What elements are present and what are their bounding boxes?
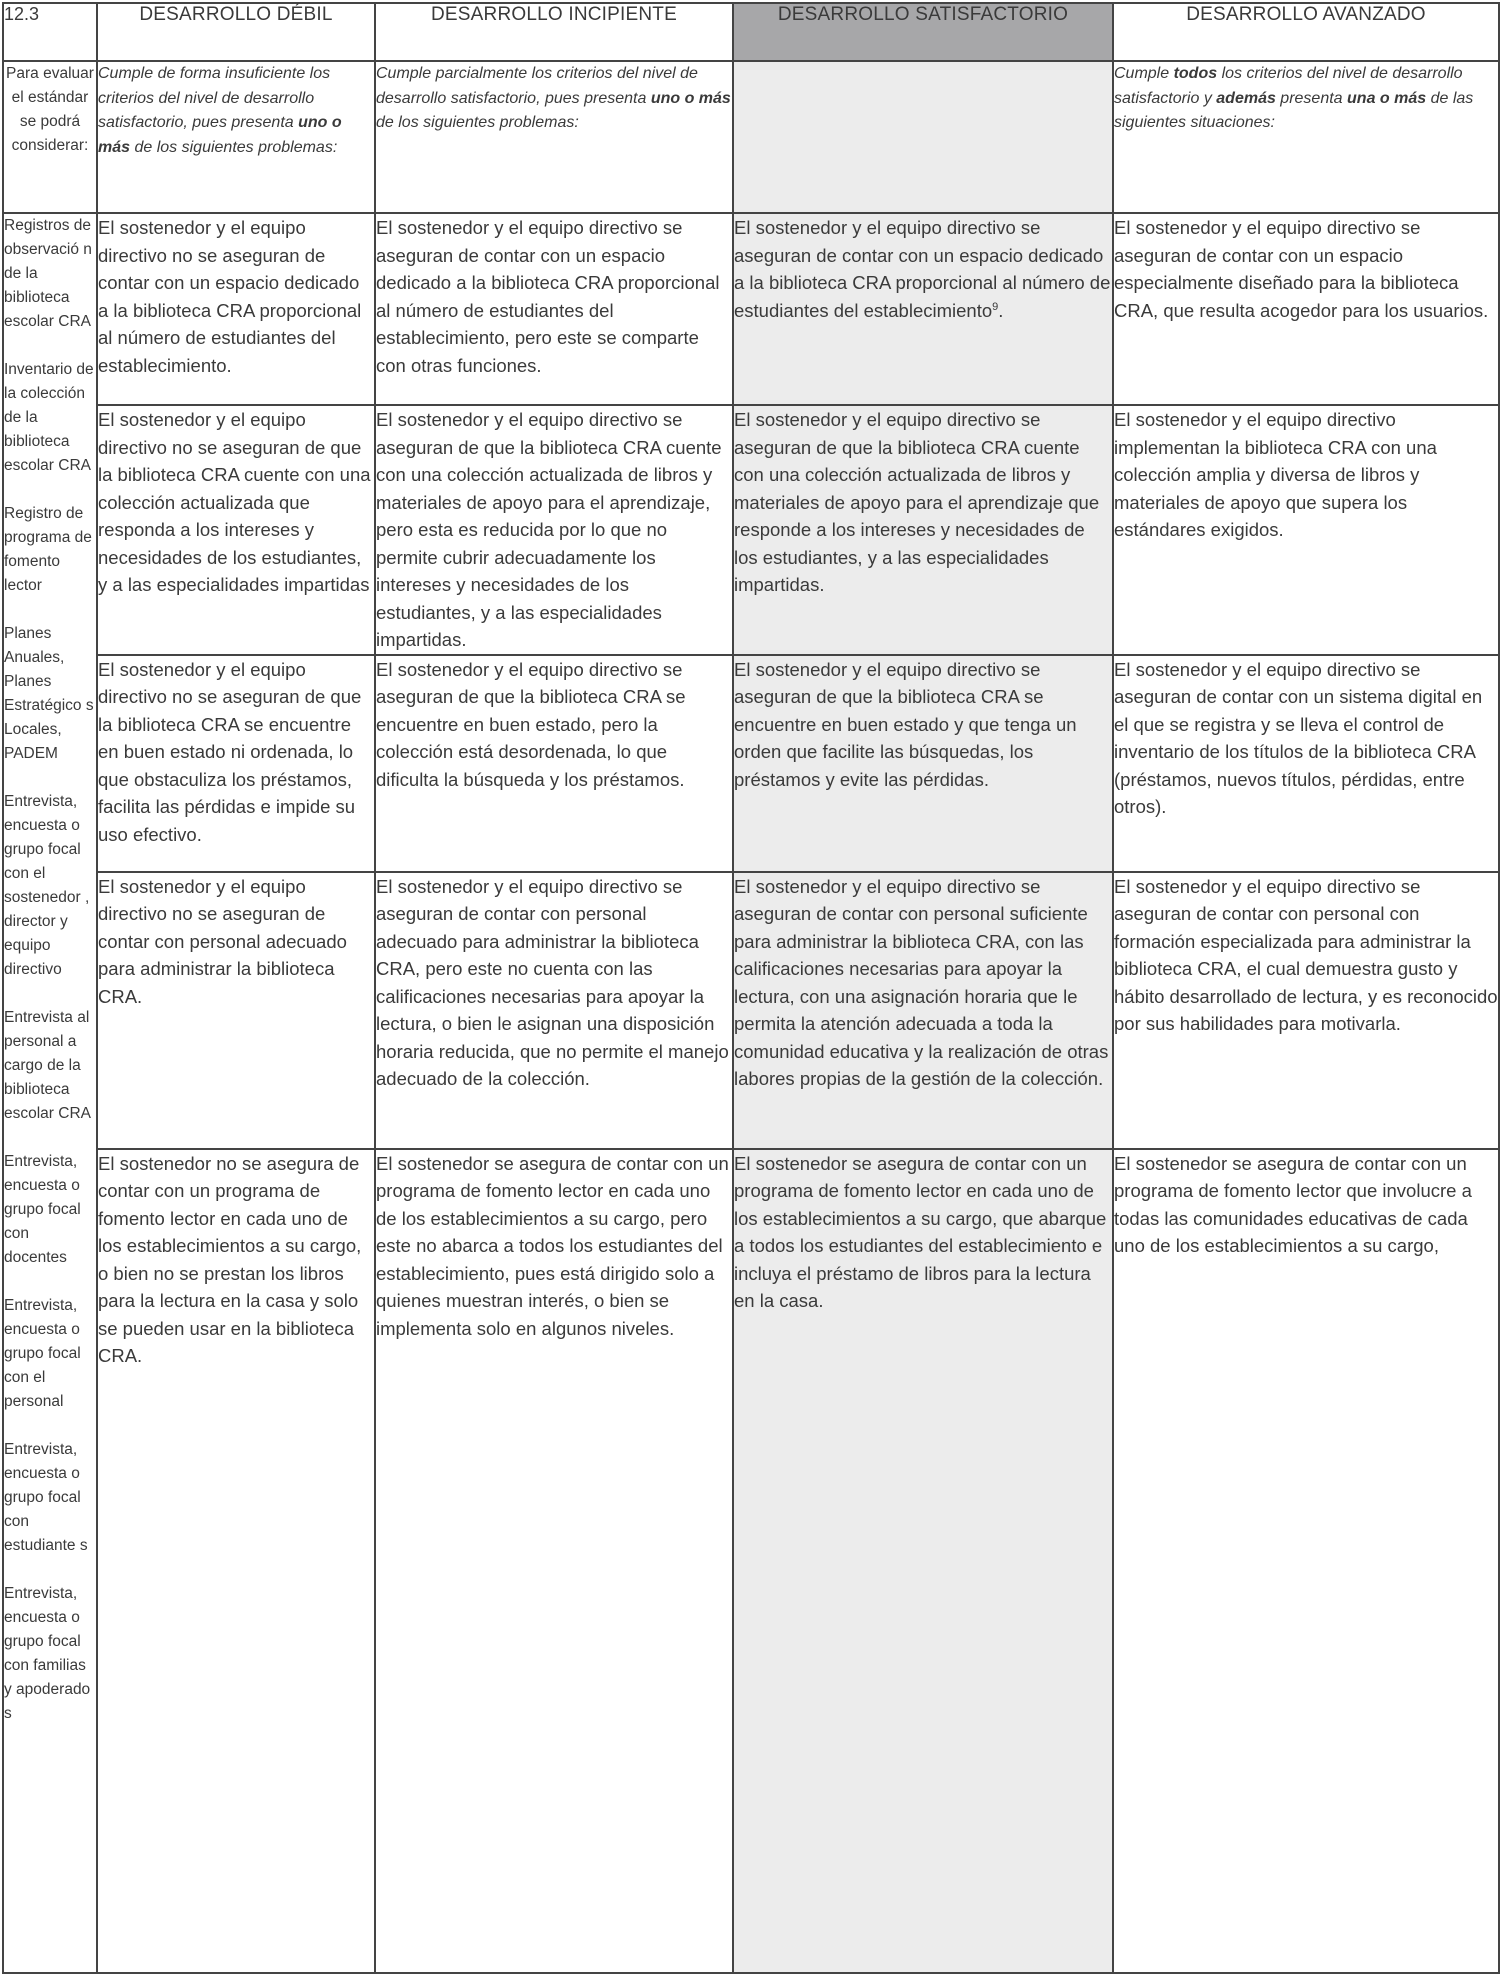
evidence-source: Registros de observació n de la biblioteca escolar CRA (4, 217, 92, 330)
evidence-source: Entrevista, encuesta o grupo focal con familias y apoderado s (4, 1585, 91, 1722)
evidence-source: Planes Anuales, Planes Estratégico s Locales, PADEM (4, 625, 94, 762)
cell-satisfactorio: El sostenedor y el equipo directivo se aseguran de contar con personal suficiente para administrar la biblioteca CRA, con las calificaciones necesarias para apoyar la lectura, con una asignación horaria que le permita la atención adecuada a toda la comunidad educativa y la realización de otras labores propias de la gestión de la colección. (733, 872, 1113, 1149)
evidence-source: Entrevista al personal a cargo de la biblioteca escolar CRA (4, 1009, 91, 1122)
cell-incipiente: El sostenedor y el equipo directivo se aseguran de contar con personal adecuado para administrar la biblioteca CRA, pero este no cuenta con las calificaciones necesarias para apoyar la lectura, o bien le asignan una disposición horaria reducida, que no permite el manejo adecuado de la colección. (375, 872, 733, 1149)
description-row (3, 61, 1499, 213)
cell-incipiente: El sostenedor y el equipo directivo se aseguran de contar con un espacio dedicado a la biblioteca CRA proporcional al número de estudiantes del establecimiento, pero este se comparte con otras funciones. (375, 213, 733, 405)
description-debil: Cumple de forma insuficiente los criterios del nivel de desarrollo satisfactorio, pues presenta uno o más de los siguientes problemas: (97, 61, 375, 213)
cell-satisfactorio: El sostenedor y el equipo directivo se aseguran de que la biblioteca CRA cuente con una colección actualizada de libros y materiales de apoyo para el aprendizaje que responde a los intereses y necesidades de los estudiantes, y a las especialidades impartidas. (733, 405, 1113, 655)
level-header-incipiente: DESARROLLO INCIPIENTE (375, 3, 733, 61)
evidence-source: Inventario de la colección de la biblioteca escolar CRA (4, 361, 94, 474)
cell-satisfactorio: El sostenedor se asegura de contar con un programa de fomento lector en cada uno de los establecimientos a su cargo, que abarque a todos los estudiantes del establecimiento e incluya el préstamo de libros para la lectura en la casa. (733, 1149, 1113, 1974)
level-header-avanzado: DESARROLLO AVANZADO (1113, 3, 1499, 61)
cell-debil: El sostenedor no se asegura de contar con un programa de fomento lector en cada uno de los establecimientos a su cargo, o bien no se prestan los libros para la lectura en la casa y solo se pueden usar en la biblioteca CRA. (97, 1149, 375, 1974)
cell-satisfactorio: El sostenedor y el equipo directivo se aseguran de contar con un espacio dedicado a la biblioteca CRA proporcional al número de estudiantes del establecimiento$^9$. (733, 213, 1113, 405)
cell-incipiente: El sostenedor y el equipo directivo se aseguran de que la biblioteca CRA cuente con una colección actualizada de libros y materiales de apoyo para el aprendizaje, pero esta es reducida por lo que no permite cubrir adecuadamente los intereses y necesidades de los estudiantes, y a las especialidades impartidas. (375, 405, 733, 655)
evidence-source: Entrevista, encuesta o grupo focal con el sostenedor , director y equipo directivo (4, 793, 90, 978)
evidence-source: Entrevista, encuesta o grupo focal con docentes (4, 1153, 81, 1266)
cell-avanzado: El sostenedor y el equipo directivo se aseguran de contar con un espacio especialmente diseñado para la biblioteca CRA, que resulta acogedor para los usuarios. (1113, 213, 1499, 405)
description-avanzado: Cumple todos los criterios del nivel de desarrollo satisfactorio y además presenta una o más de las siguientes situaciones: (1113, 61, 1499, 213)
evidence-source: Registro de programa de fomento lector (4, 505, 92, 594)
cell-incipiente: El sostenedor se asegura de contar con un programa de fomento lector en cada uno de los establecimientos a su cargo, pero este no abarca a todos los estudiantes del establecimiento, pues está dirigido solo a quienes muestran interés, o bien se implementa solo en algunos niveles. (375, 1149, 733, 1974)
cell-satisfactorio: El sostenedor y el equipo directivo se aseguran de que la biblioteca CRA se encuentre en buen estado y que tenga un orden que facilite las búsquedas, los préstamos y evite las pérdidas. (733, 655, 1113, 872)
header-row (3, 3, 1499, 61)
cell-debil: El sostenedor y el equipo directivo no se aseguran de contar con un espacio dedicado a la biblioteca CRA proporcional al número de estudiantes del establecimiento. (97, 213, 375, 405)
table-row (3, 872, 1499, 1149)
cell-avanzado: El sostenedor y el equipo directivo se aseguran de contar con personal con formación especializada para administrar la biblioteca CRA, el cual demuestra gusto y hábito desarrollado de lectura, y es reconocido por sus habilidades para motivarla. (1113, 872, 1499, 1149)
evaluation-prompt: Para evaluar el estándar se podrá considerar: (3, 61, 97, 213)
cell-avanzado: El sostenedor y el equipo directivo implementan la biblioteca CRA con una colección amplia y diversa de libros y materiales de apoyo que supera los estándares exigidos. (1113, 405, 1499, 655)
cell-debil: El sostenedor y el equipo directivo no se aseguran de que la biblioteca CRA cuente con una colección actualizada que responda a los intereses y necesidades de los estudiantes, y a las especialidades impartidas (97, 405, 375, 655)
rubric-table (2, 2, 1500, 1974)
table-row (3, 655, 1499, 872)
cell-avanzado: El sostenedor y el equipo directivo se aseguran de contar con un sistema digital en el que se registra y se lleva el control de inventario de los títulos de la biblioteca CRA (préstamos, nuevos títulos, pérdidas, entre otros). (1113, 655, 1499, 872)
evidence-sources (3, 213, 97, 1973)
level-header-debil: DESARROLLO DÉBIL (97, 3, 375, 61)
cell-incipiente: El sostenedor y el equipo directivo se aseguran de que la biblioteca CRA se encuentre en buen estado, pero la colección está desordenada, lo que dificulta la búsqueda y los préstamos. (375, 655, 733, 872)
table-row (3, 213, 1499, 405)
level-header-satisfactorio: DESARROLLO SATISFACTORIO (733, 3, 1113, 61)
evidence-source: Entrevista, encuesta o grupo focal con estudiante s (4, 1441, 88, 1554)
cell-debil: El sostenedor y el equipo directivo no se aseguran de contar con personal adecuado para administrar la biblioteca CRA. (97, 872, 375, 1149)
table-row (3, 1149, 1499, 1974)
cell-avanzado: El sostenedor se asegura de contar con un programa de fomento lector que involucre a todas las comunidades educativas de cada uno de los establecimientos a su cargo, (1113, 1149, 1499, 1974)
standard-code: 12.3 (3, 3, 97, 61)
description-satisfactorio (733, 61, 1113, 213)
table-row (3, 405, 1499, 655)
cell-debil: El sostenedor y el equipo directivo no se aseguran de que la biblioteca CRA se encuentre en buen estado ni ordenada, lo que obstaculiza los préstamos, facilita las pérdidas e impide su uso efectivo. (97, 655, 375, 872)
footnote-marker: 9 (992, 300, 999, 313)
description-incipiente: Cumple parcialmente los criterios del nivel de desarrollo satisfactorio, pues presenta uno o más de los siguientes problemas: (375, 61, 733, 213)
evidence-source: Entrevista, encuesta o grupo focal con el personal (4, 1297, 81, 1410)
